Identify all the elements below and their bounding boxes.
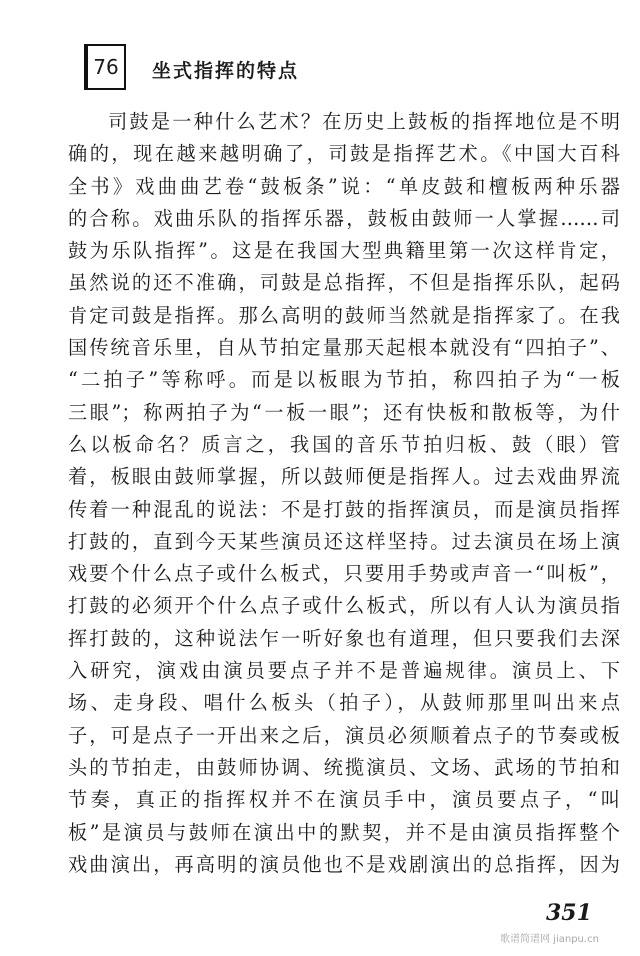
text-line: 节奏，真正的指挥权并不在演员手中，演员要点子，“叫 bbox=[68, 788, 620, 812]
text-line: 鼓为乐队指挥”。这是在我国大型典籍里第一次这样肯定， bbox=[68, 239, 620, 263]
text-line: 场、走身段、唱什么板头（拍子），从鼓师那里叫出来点 bbox=[68, 691, 620, 715]
text-line: 么以板命名？质言之，我国的音乐节拍归板、鼓（眼）管 bbox=[68, 432, 620, 456]
text-line: 着，板眼由鼓师掌握，所以鼓师便是指挥人。过去戏曲界流 bbox=[68, 465, 620, 489]
page-number: 351 bbox=[546, 900, 592, 926]
text-line: 头的节拍走，由鼓师协调、统揽演员、文场、武场的节拍和 bbox=[68, 755, 620, 779]
text-line: 的合称。戏曲乐队的指挥乐器，鼓板由鼓师一人掌握……司 bbox=[68, 206, 620, 230]
body-text bbox=[68, 106, 620, 881]
text-line: 国传统音乐里，自从节拍定量那天起根本就没有“四拍子”、 bbox=[68, 336, 620, 360]
text-line: 传着一种混乱的说法：不是打鼓的指挥演员，而是演员指挥 bbox=[68, 497, 620, 521]
text-line: 全书》戏曲曲艺卷“鼓板条”说：“单皮鼓和檀板两种乐器 bbox=[68, 174, 620, 198]
text-line: 三眼”；称两拍子为“一板一眼”；还有快板和散板等，为什 bbox=[68, 400, 620, 424]
section-title: 坐式指挥的特点 bbox=[152, 60, 300, 82]
site-watermark: 歌谱简谱网 jianpu.cn bbox=[500, 934, 599, 945]
section-number-box: 76 bbox=[84, 44, 126, 90]
text-line: 入研究，演戏由演员要点子并不是普遍规律。演员上、下 bbox=[68, 659, 620, 683]
text-line: 戏曲演出，再高明的演员他也不是戏剧演出的总指挥，因为 bbox=[68, 852, 620, 876]
text-line: 挥打鼓的，这种说法乍一听好象也有道理，但只要我们去深 bbox=[68, 626, 620, 650]
text-line: 肯定司鼓是指挥。那么高明的鼓师当然就是指挥家了。在我 bbox=[68, 303, 620, 327]
text-line: 虽然说的还不准确，司鼓是总指挥，不但是指挥乐队，起码 bbox=[68, 271, 620, 295]
text-line: 司鼓是一种什么艺术？在历史上鼓板的指挥地位是不明 bbox=[108, 110, 620, 133]
text-line: 确的，现在越来越明确了，司鼓是指挥艺术。《中国大百科 bbox=[68, 142, 620, 166]
text-line: “二拍子”等称呼。而是以板眼为节拍，称四拍子为“一板 bbox=[68, 368, 620, 392]
text-line: 打鼓的，直到今天某些演员还这样坚持。过去演员在场上演 bbox=[68, 529, 620, 553]
text-line: 戏要个什么点子或什么板式，只要用手势或声音一“叫板”， bbox=[68, 562, 620, 586]
text-line: 子，可是点子一开出来之后，演员必须顺着点子的节奏或板 bbox=[68, 723, 620, 747]
text-line: 打鼓的必须开个什么点子或什么板式，所以有人认为演员指 bbox=[68, 594, 620, 618]
text-line: 板”是演员与鼓师在演出中的默契，并不是由演员指挥整个 bbox=[68, 820, 620, 844]
